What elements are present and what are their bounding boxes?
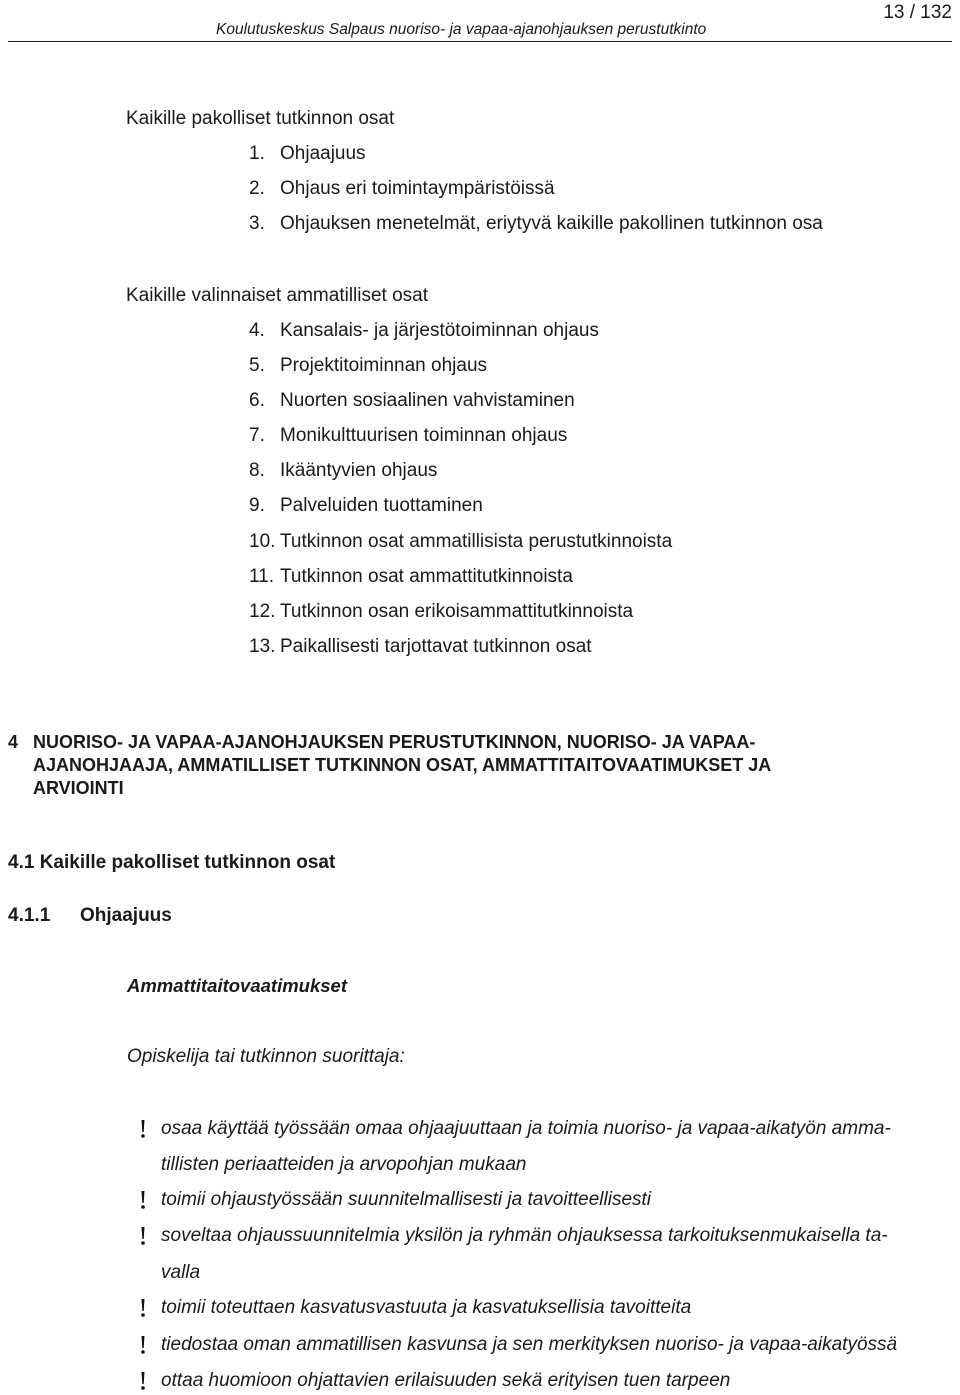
list-item: soveltaa ohjaussuunnitelmia yksilön ja ryhmän ohjauksessa tarkoituksenmukaisella ta- [161, 1225, 888, 1246]
section-number: 4 [8, 732, 19, 752]
section-title-line: AJANOHJAAJA, AMMATILLISET TUTKINNON OSAT, AMMATTITAITOVAATIMUKSET JA [33, 755, 772, 775]
list-item: 5. Projektitoiminnan ohjaus [249, 355, 488, 376]
list-item: 4. Kansalais- ja järjestötoiminnan ohjaus [249, 320, 599, 341]
competence-intro: Opiskelija tai tutkinnon suorittaja: [127, 1046, 405, 1067]
page-number: 13 / 132 [883, 2, 952, 23]
section-title-line: NUORISO- JA VAPAA-AJANOHJAUKSEN PERUSTUTKINNON, NUORISO- JA VAPAA- [33, 732, 756, 752]
list-item: 10. Tutkinnon osat ammatillisista perustutkinnoista [249, 531, 673, 552]
compulsory-parts-title: Kaikille pakolliset tutkinnon osat [126, 108, 395, 129]
exclamation-bullet-icon [138, 1226, 148, 1246]
list-item-continuation: valla [161, 1262, 201, 1283]
list-item: 6. Nuorten sosiaalinen vahvistaminen [249, 390, 575, 411]
list-item: 11. Tutkinnon osat ammattitutkinnoista [249, 566, 573, 587]
list-item: tiedostaa oman ammatillisen kasvunsa ja sen merkityksen nuoriso- ja vapaa-aikatyössä [161, 1334, 898, 1355]
list-item: toimii toteuttaen kasvatusvastuuta ja kasvatuksellisia tavoitteita [161, 1297, 692, 1318]
exclamation-bullet-icon [138, 1119, 148, 1139]
list-item: 2. Ohjaus eri toimintaympäristöissä [249, 178, 555, 199]
exclamation-bullet-icon [138, 1190, 148, 1210]
list-item: 13. Paikallisesti tarjottavat tutkinnon osat [249, 636, 592, 657]
exclamation-bullet-icon [138, 1335, 148, 1355]
list-item: 9. Palveluiden tuottaminen [249, 495, 483, 516]
list-item: 1. Ohjaajuus [249, 143, 366, 164]
exclamation-bullet-icon [138, 1371, 148, 1391]
exclamation-bullet-icon [138, 1298, 148, 1318]
list-item: toimii ohjaustyössään suunnitelmallisesti ja tavoitteellisesti [161, 1189, 652, 1210]
list-item: osaa käyttää työssään omaa ohjaajuuttaan ja toimia nuoriso- ja vapaa-aikatyön amma- [161, 1118, 891, 1139]
list-item: ottaa huomioon ohjattavien erilaisuuden sekä erityisen tuen tarpeen [161, 1370, 731, 1391]
running-header: Koulutuskeskus Salpaus nuoriso- ja vapaa-ajanohjauksen perustutkinto [216, 21, 707, 38]
list-item: 8. Ikääntyvien ohjaus [249, 460, 438, 481]
list-item: 3. Ohjauksen menetelmät, eriytyvä kaikille pakollinen tutkinnon osa [249, 213, 823, 234]
section-title-line: ARVIOINTI [33, 778, 124, 798]
competence-title: Ammattitaitovaatimukset [127, 975, 348, 996]
list-item: 7. Monikulttuurisen toiminnan ohjaus [249, 425, 568, 446]
list-item: 12. Tutkinnon osan erikoisammattitutkinnoista [249, 601, 634, 622]
header-rule [8, 41, 952, 42]
optional-parts-title: Kaikille valinnaiset ammatilliset osat [126, 285, 429, 306]
section-heading [8, 731, 908, 800]
subsubsection-heading: 4.1.1 Ohjaajuus [8, 905, 172, 926]
list-item-continuation: tillisten periaatteiden ja arvopohjan mukaan [161, 1154, 527, 1175]
subsection-heading: 4.1 Kaikille pakolliset tutkinnon osat [8, 852, 336, 873]
